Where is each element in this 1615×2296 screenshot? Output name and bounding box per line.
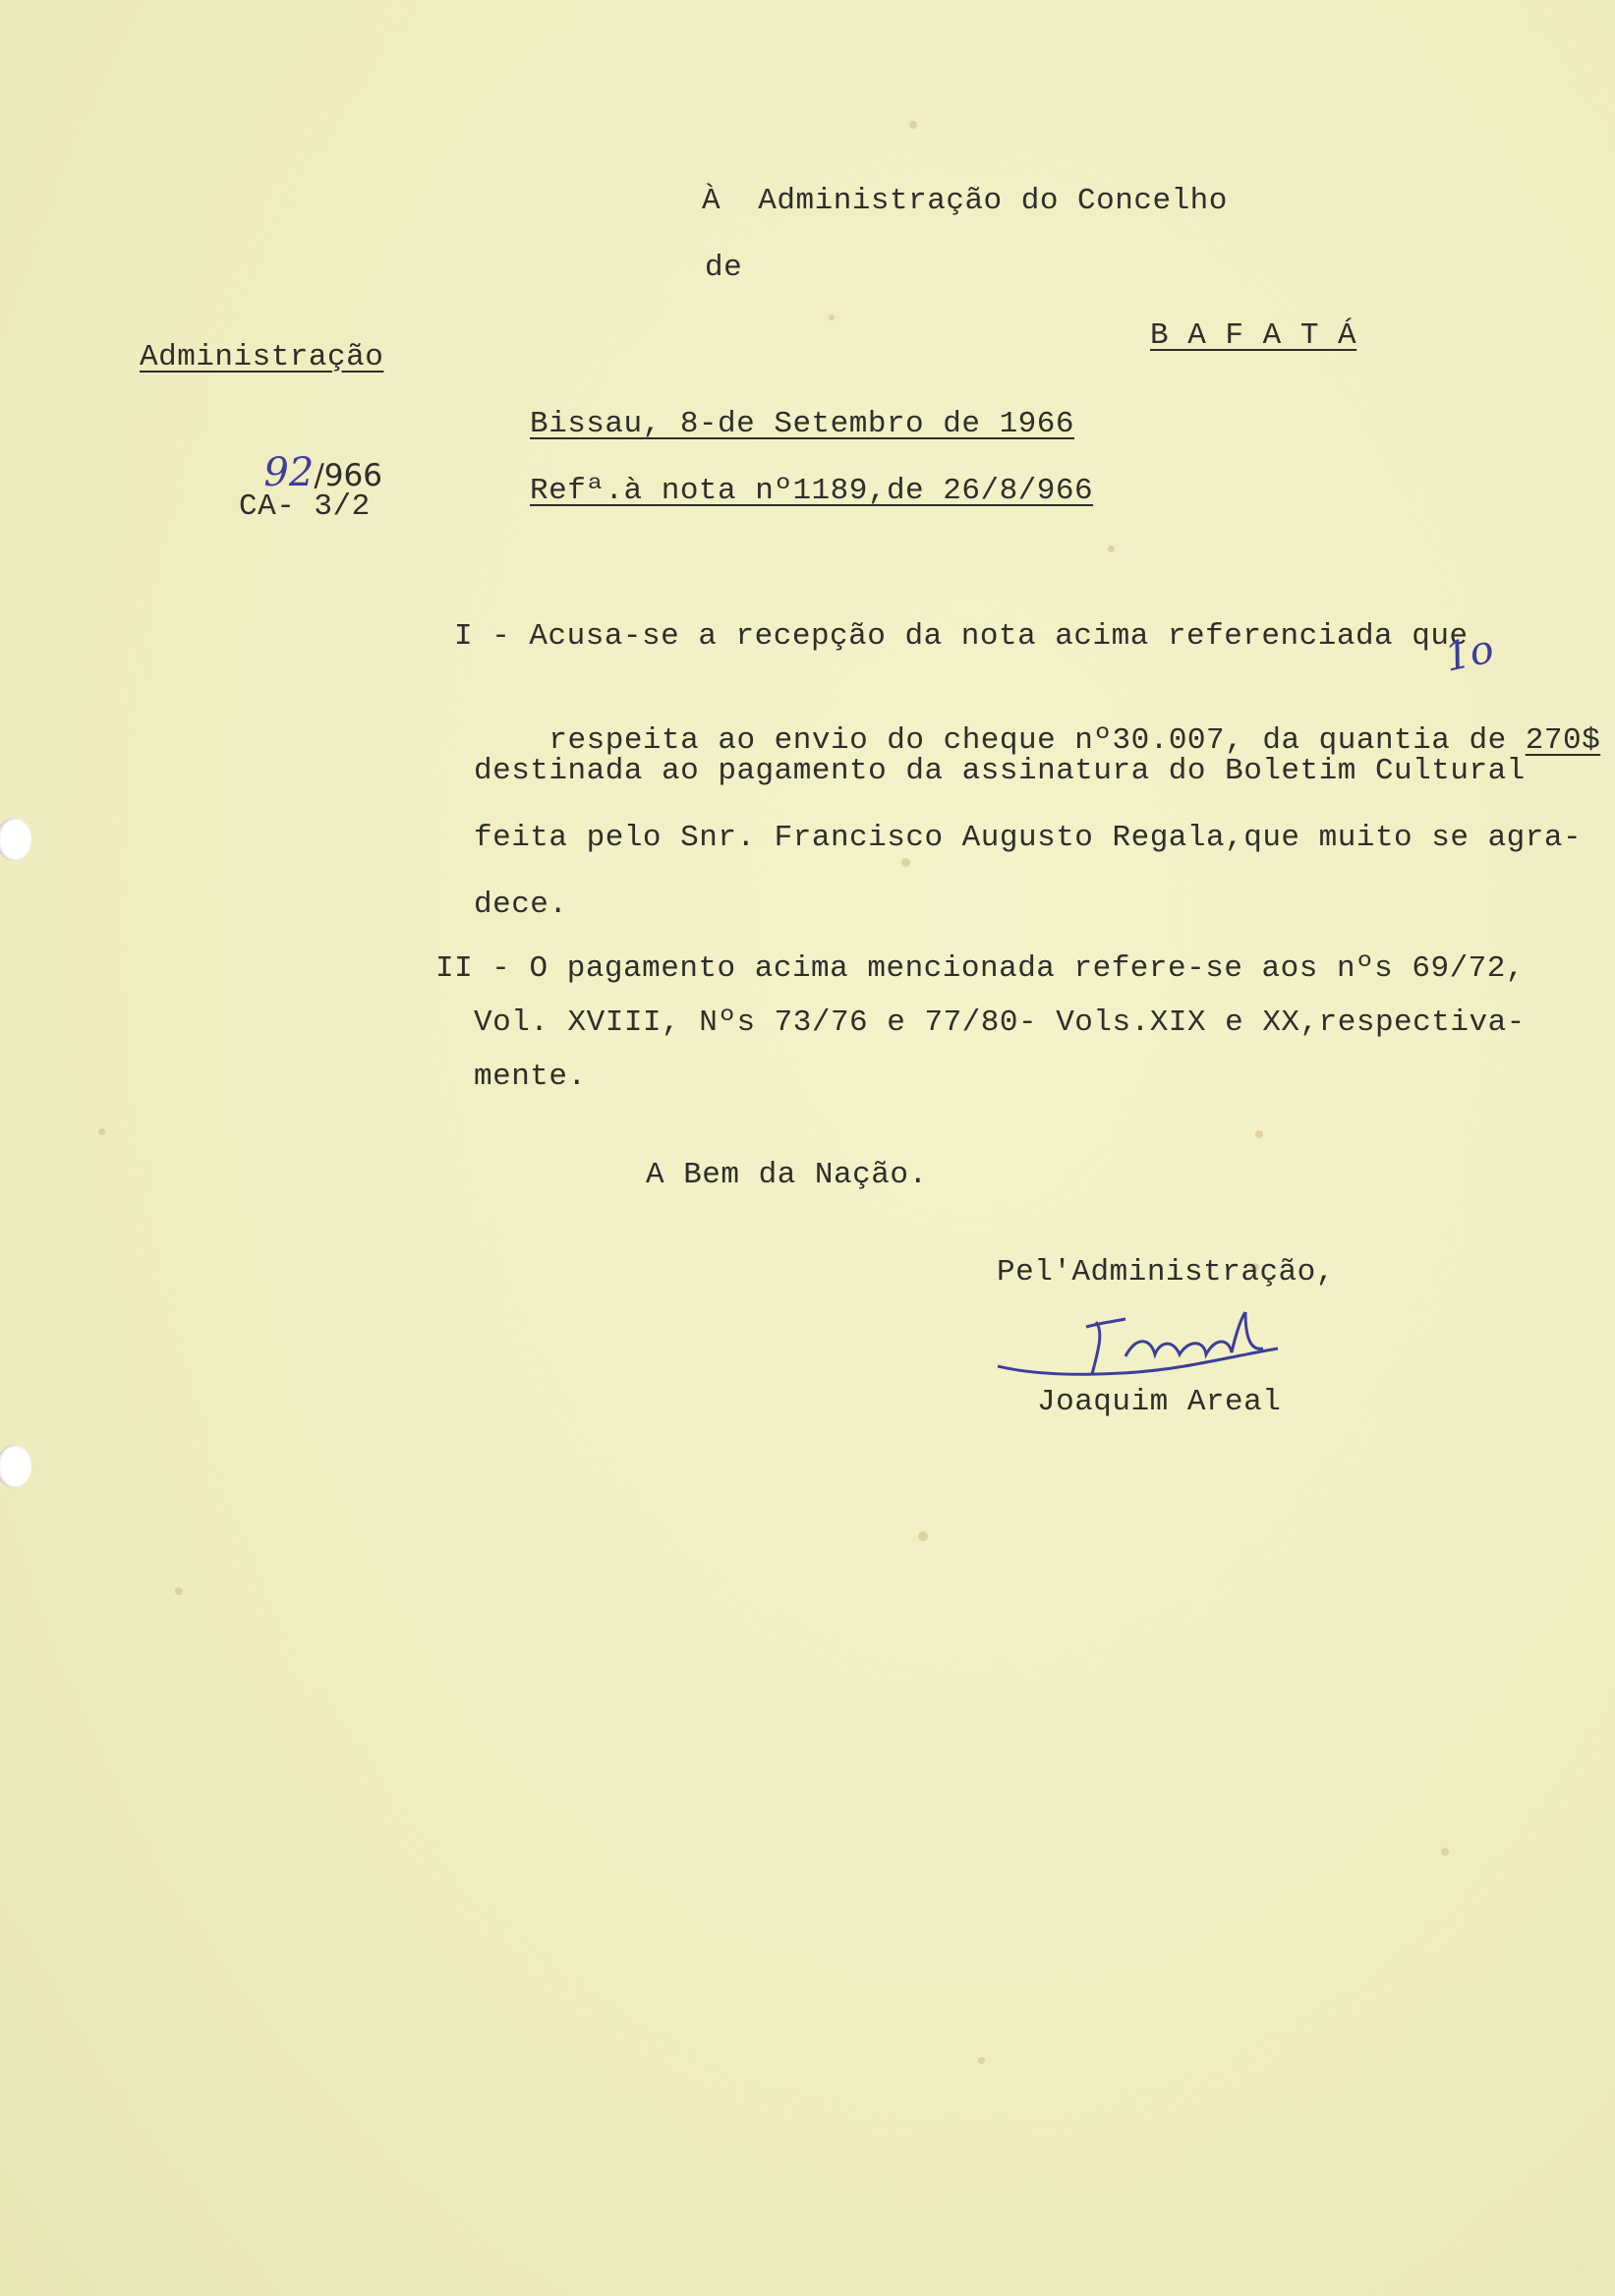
amount: 270$: [1525, 723, 1601, 758]
sender-office: Administração: [140, 340, 384, 374]
salutation: A Bem da Nação.: [646, 1158, 928, 1192]
recipient-place: B A F A T Á: [1150, 318, 1357, 353]
paper-stain: [1255, 1130, 1263, 1138]
body-line: I - Acusa-se a recepção da nota acima referenciada que: [454, 619, 1469, 654]
body-line: dece.: [474, 888, 568, 922]
body-line: feita pelo Snr. Francisco Augusto Regala,que muito se agra-: [474, 821, 1583, 855]
reference-number-typed: /966: [314, 458, 382, 493]
body-line: Vol. XVIII, Nºs 73/76 e 77/80- Vols.XIX e XX,respectiva-: [474, 1005, 1526, 1040]
reference-number-handwritten: 92: [263, 450, 315, 495]
punch-hole-bottom: [0, 1445, 31, 1488]
recipient-line: À Administração do Concelho: [702, 184, 1228, 218]
paper-stain: [1108, 545, 1115, 552]
paper-stain: [829, 315, 835, 320]
paper-stain: [978, 2057, 985, 2064]
punch-hole-top: [0, 818, 31, 861]
on-behalf-line: Pel'Administração,: [997, 1255, 1335, 1290]
signatory-name: Joaquim Areal: [1037, 1385, 1282, 1419]
date-line: Bissau, 8-de Setembro de 1966: [530, 407, 1074, 441]
paper-stain: [175, 1587, 183, 1595]
paper-stain: [1441, 1848, 1449, 1856]
paper-stain: [909, 121, 917, 129]
body-line: II - O pagamento acima mencionada refere-se aos nºs 69/72,: [435, 951, 1525, 986]
paper-stain: [901, 858, 910, 867]
body-line: mente.: [474, 1060, 587, 1094]
recipient-de: de: [705, 251, 743, 285]
file-code: CA- 3/2: [239, 489, 371, 524]
handwritten-annotation: 1o: [1440, 626, 1498, 681]
body-line-text: respeita ao envio do cheque nº30.007, da quantia de: [548, 723, 1526, 758]
paper-stain: [918, 1531, 928, 1541]
paper-stain: [98, 1128, 105, 1135]
body-line: destinada ao pagamento da assinatura do Boletim Cultural: [474, 754, 1526, 788]
reference-line: Refª.à nota nº1189,de 26/8/966: [530, 474, 1094, 508]
signature: [988, 1297, 1302, 1386]
